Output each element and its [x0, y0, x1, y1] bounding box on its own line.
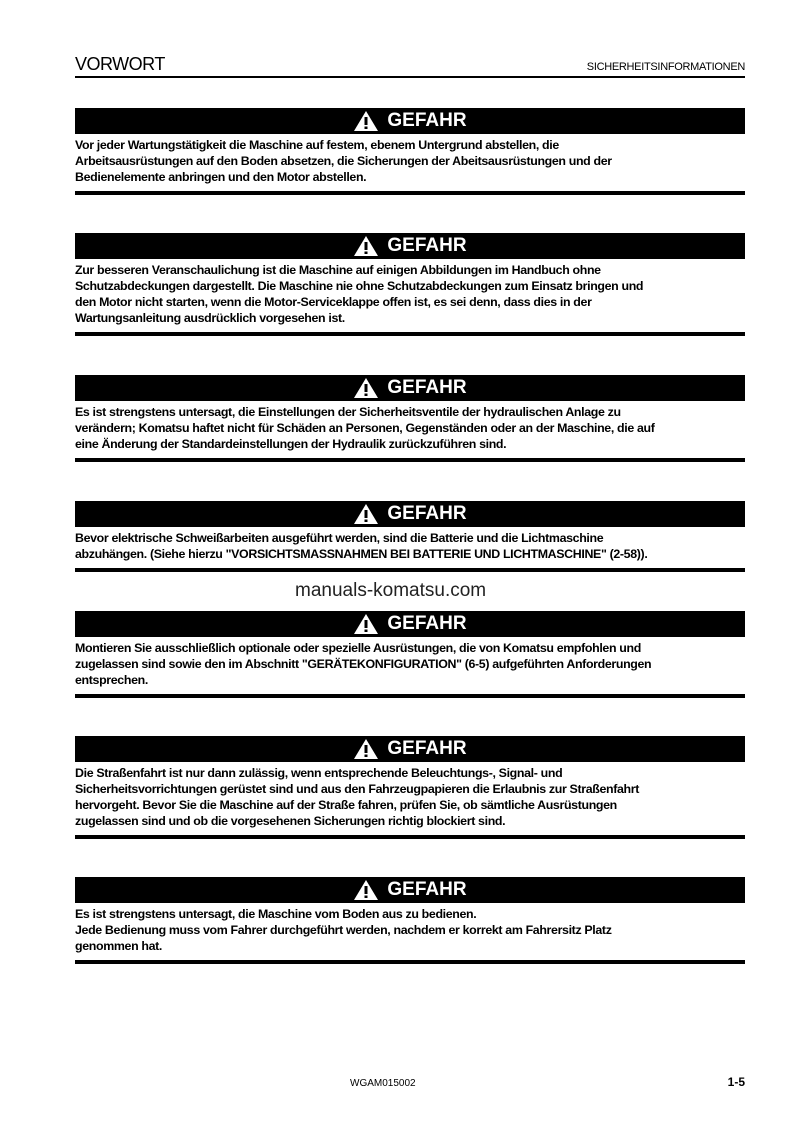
text-line: Zur besseren Veranschaulichung ist die Maschine auf einigen Abbildungen im Handbuch ohne	[75, 263, 601, 277]
danger-text	[75, 259, 745, 326]
notice-divider	[75, 835, 745, 839]
text-line: Sicherheitsvorrichtungen gerüstet sind und aus den Fahrzeugpapieren die Erlaubnis zur Straßenfahrt	[75, 782, 639, 796]
danger-notice	[75, 877, 745, 964]
warning-triangle-icon	[353, 738, 379, 760]
warning-triangle-icon	[353, 235, 379, 257]
text-line: Schutzabdeckungen dargestellt. Die Maschine nie ohne Schutzabdeckungen zum Einsatz bringen und	[75, 279, 644, 293]
danger-notice	[75, 501, 745, 572]
warning-triangle-icon	[353, 503, 379, 525]
danger-text	[75, 527, 745, 562]
danger-label: GEFAHR	[387, 377, 467, 398]
text-line: Es ist strengstens untersagt, die Einstellungen der Sicherheitsventile der hydraulischen Anlage zu	[75, 405, 621, 419]
danger-notice	[75, 375, 745, 462]
danger-header	[75, 375, 745, 401]
text-line: hervorgeht. Bevor Sie die Maschine auf der Straße fahren, prüfen Sie, ob sämtliche Ausrüstungen	[75, 798, 617, 812]
danger-notice	[75, 108, 745, 195]
danger-notice	[75, 736, 745, 839]
text-line: zugelassen sind und ob die vorgesehenen Sicherungen richtig blockiert sind.	[75, 814, 506, 828]
text-line: zugelassen sind sowie den im Abschnitt "GERÄTEKONFIGURATION" (6-5) aufgeführten Anforderungen	[75, 657, 652, 671]
danger-text	[75, 134, 745, 185]
text-line: genommen hat.	[75, 939, 163, 953]
text-line: Bevor elektrische Schweißarbeiten ausgeführt werden, sind die Batterie und die Lichtmaschine	[75, 531, 604, 545]
notice-divider	[75, 191, 745, 195]
text-line: Montieren Sie ausschließlich optionale oder spezielle Ausrüstungen, die von Komatsu empfohlen und	[75, 641, 641, 655]
text-line: Wartungsanleitung ausdrücklich vorgesehen ist.	[75, 311, 345, 325]
danger-label: GEFAHR	[387, 503, 467, 524]
text-line: Es ist strengstens untersagt, die Maschine vom Boden aus zu bedienen.	[75, 907, 477, 921]
danger-header	[75, 736, 745, 762]
danger-text	[75, 637, 745, 688]
danger-header	[75, 877, 745, 903]
danger-notice	[75, 233, 745, 336]
text-line: Jede Bedienung muss vom Fahrer durchgeführt werden, nachdem er korrekt am Fahrersitz Platz	[75, 923, 612, 937]
notice-divider	[75, 694, 745, 698]
notice-divider	[75, 960, 745, 964]
header-divider	[75, 76, 745, 78]
danger-label: GEFAHR	[387, 613, 467, 634]
page-number: 1-5	[727, 1075, 745, 1089]
page-section-title: SICHERHEITSINFORMATIONEN	[586, 61, 745, 73]
danger-label: GEFAHR	[387, 110, 467, 131]
watermark: manuals-komatsu.com	[295, 580, 487, 601]
text-line: Vor jeder Wartungstätigkeit die Maschine auf festem, ebenem Untergrund abstellen, die	[75, 138, 559, 152]
danger-header	[75, 233, 745, 259]
text-line: entsprechen.	[75, 673, 148, 687]
warning-triangle-icon	[353, 377, 379, 399]
notice-divider	[75, 332, 745, 336]
notice-divider	[75, 568, 745, 572]
notice-divider	[75, 458, 745, 462]
danger-text	[75, 903, 745, 954]
danger-header	[75, 501, 745, 527]
warning-triangle-icon	[353, 110, 379, 132]
text-line: Arbeitsausrüstungen auf den Boden absetzen, die Sicherungen der Abeitsausrüstungen und der	[75, 154, 612, 168]
danger-text	[75, 762, 745, 829]
danger-label: GEFAHR	[387, 235, 467, 256]
danger-header	[75, 611, 745, 637]
page-chapter-title: VORWORT	[75, 54, 165, 74]
danger-label: GEFAHR	[387, 879, 467, 900]
text-line: den Motor nicht starten, wenn die Motor-Serviceklappe offen ist, es sei denn, dass dies in der	[75, 295, 592, 309]
document-code: WGAM015002	[350, 1078, 416, 1089]
danger-header	[75, 108, 745, 134]
danger-notice	[75, 611, 745, 698]
text-line: abzuhängen. (Siehe hierzu "VORSICHTSMASSNAHMEN BEI BATTERIE UND LICHTMASCHINE" (2-58)).	[75, 547, 648, 561]
text-line: Die Straßenfahrt ist nur dann zulässig, wenn entsprechende Beleuchtungs-, Signal- und	[75, 766, 563, 780]
danger-label: GEFAHR	[387, 738, 467, 759]
text-line: Bedienelemente anbringen und den Motor abstellen.	[75, 170, 367, 184]
warning-triangle-icon	[353, 879, 379, 901]
danger-text	[75, 401, 745, 452]
text-line: verändern; Komatsu haftet nicht für Schäden an Personen, Gegenständen oder an der Maschine, die auf	[75, 421, 655, 435]
warning-triangle-icon	[353, 613, 379, 635]
text-line: eine Änderung der Standardeinstellungen der Hydraulik zurückzuführen sind.	[75, 437, 507, 451]
